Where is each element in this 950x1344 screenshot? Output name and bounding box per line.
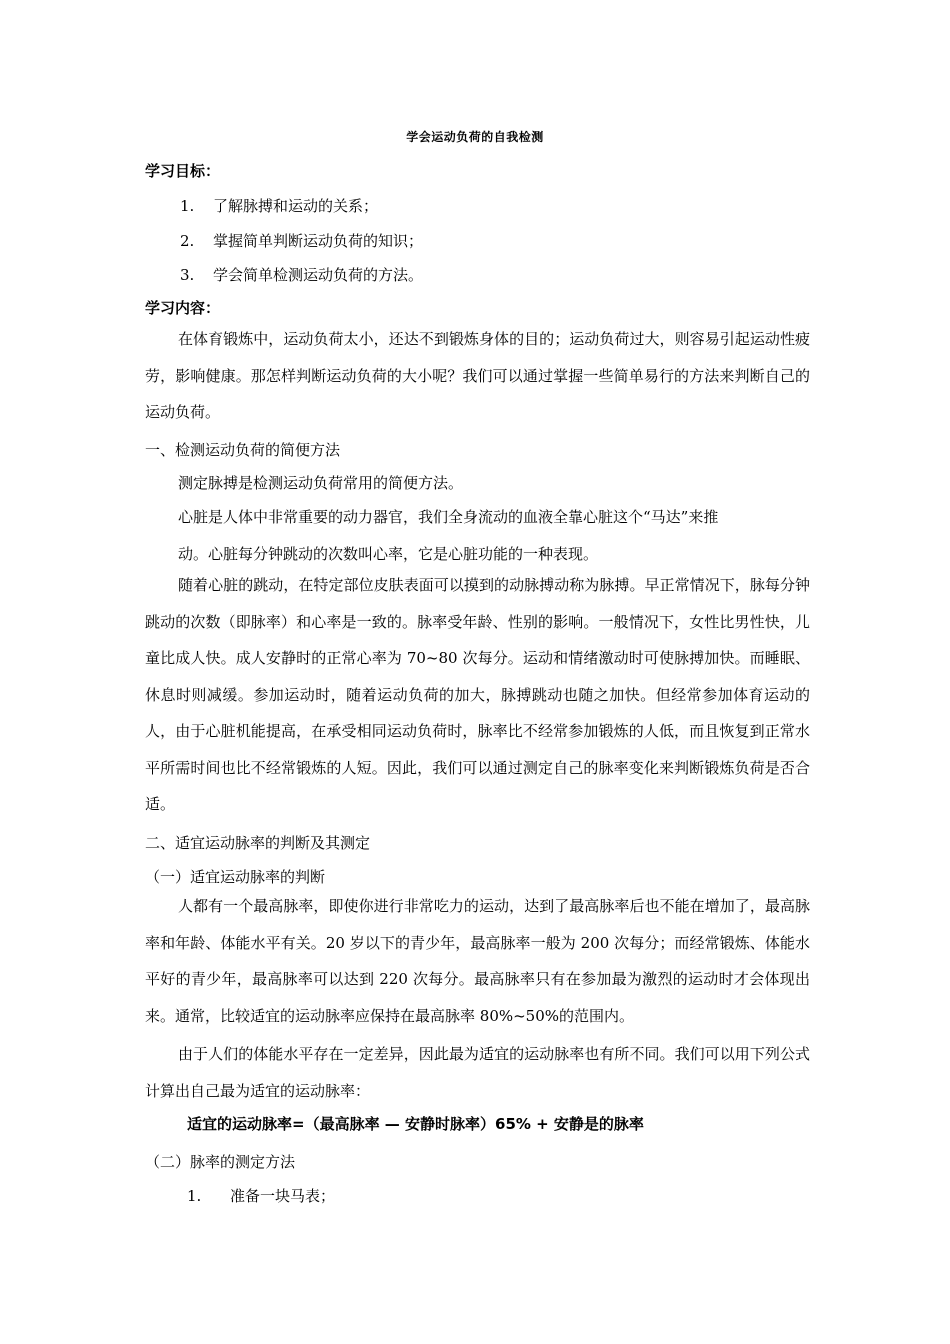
step-number: 1. bbox=[187, 1187, 202, 1205]
section2-sub2-heading: （二）脉率的测定方法 bbox=[145, 1153, 296, 1171]
max-pulse-text: 人都有一个最高脉率，即使你进行非常吃力的运动，达到了最高脉率后也不能在增加了，最高脉率和年龄、体能水平有关。20 岁以下的青少年，最高脉率一般为 200 次每分；而经常锻炼、体能水平好的青少年，最高脉率可以达到 220 次每分。最高脉率只有在参加最为激烈的运动时才会体现出来。通常，比较适宜的运动脉率应保持在最高脉率 80%~50%的范围内。 bbox=[145, 897, 810, 1025]
objective-item-2 bbox=[180, 230, 423, 251]
objective-number: 3. bbox=[180, 266, 195, 284]
section2-sub1-heading: （一）适宜运动脉率的判断 bbox=[145, 868, 326, 886]
objectives-heading: 学习目标： bbox=[145, 162, 221, 180]
section1-paragraph-3 bbox=[145, 567, 810, 823]
section2-paragraph-1 bbox=[145, 888, 810, 1034]
section1-paragraph-1: 测定脉搏是检测运动负荷常用的简便方法。 bbox=[178, 474, 464, 492]
content-heading: 学习内容： bbox=[145, 299, 221, 317]
objective-number: 1. bbox=[180, 197, 195, 215]
step-text: 准备一块马表； bbox=[230, 1187, 336, 1205]
pulse-text: 随着心脏的跳动，在特定部位皮肤表面可以摸到的动脉搏动称为脉搏。早正常情况下，脉每分钟跳动的次数（即脉率）和心率是一致的。脉率受年龄、性别的影响。一般情况下，女性比男性快，儿童比成人快。成人安静时的正常心率为 70~80 次每分。运动和情绪激动时可使脉搏加快。而睡眠、休息时则减缓。参加运动时，随着运动负荷的加大，脉搏跳动也随之加快。但经常参加体育运动的人，由于心脏机能提高，在承受相同运动负荷时，脉率比不经常参加锻炼的人低，而且恢复到正常水平所需时间也比不经常锻炼的人短。因此，我们可以通过测定自己的脉率变化来判断锻炼负荷是否合适。 bbox=[145, 576, 810, 813]
objective-text: 掌握简单判断运动负荷的知识； bbox=[213, 232, 424, 250]
formula-intro-text: 由于人们的体能水平存在一定差异，因此最为适宜的运动脉率也有所不同。我们可以用下列公式计算出自己最为适宜的运动脉率： bbox=[145, 1045, 810, 1100]
objective-text: 学会简单检测运动负荷的方法。 bbox=[213, 266, 424, 284]
pulse-formula: 适宜的运动脉率=（最高脉率 — 安静时脉率）65% + 安静是的脉率 bbox=[187, 1115, 644, 1133]
objective-number: 2. bbox=[180, 232, 195, 250]
section1-heading: 一、检测运动负荷的简便方法 bbox=[145, 441, 341, 459]
intro-paragraph bbox=[145, 321, 810, 431]
section1-paragraph-2-line-2: 动。心脏每分钟跳动的次数叫心率，它是心脏功能的一种表现。 bbox=[178, 545, 599, 563]
method-step-1 bbox=[187, 1185, 335, 1206]
intro-text: 在体育锻炼中，运动负荷太小，还达不到锻炼身体的目的；运动负荷过大，则容易引起运动性疲劳，影响健康。那怎样判断运动负荷的大小呢？我们可以通过掌握一些简单易行的方法来判断自己的运动负荷。 bbox=[145, 330, 810, 421]
objective-item-1 bbox=[180, 195, 378, 216]
section1-paragraph-2-line-1: 心脏是人体中非常重要的动力器官，我们全身流动的血液全靠心脏这个“马达”来推 bbox=[178, 508, 719, 526]
objective-item-3 bbox=[180, 264, 423, 285]
objective-text: 了解脉搏和运动的关系； bbox=[213, 197, 379, 215]
section2-heading: 二、适宜运动脉率的判断及其测定 bbox=[145, 834, 371, 852]
document-title: 学会运动负荷的自我检测 bbox=[406, 130, 544, 144]
section2-paragraph-2 bbox=[145, 1036, 810, 1109]
